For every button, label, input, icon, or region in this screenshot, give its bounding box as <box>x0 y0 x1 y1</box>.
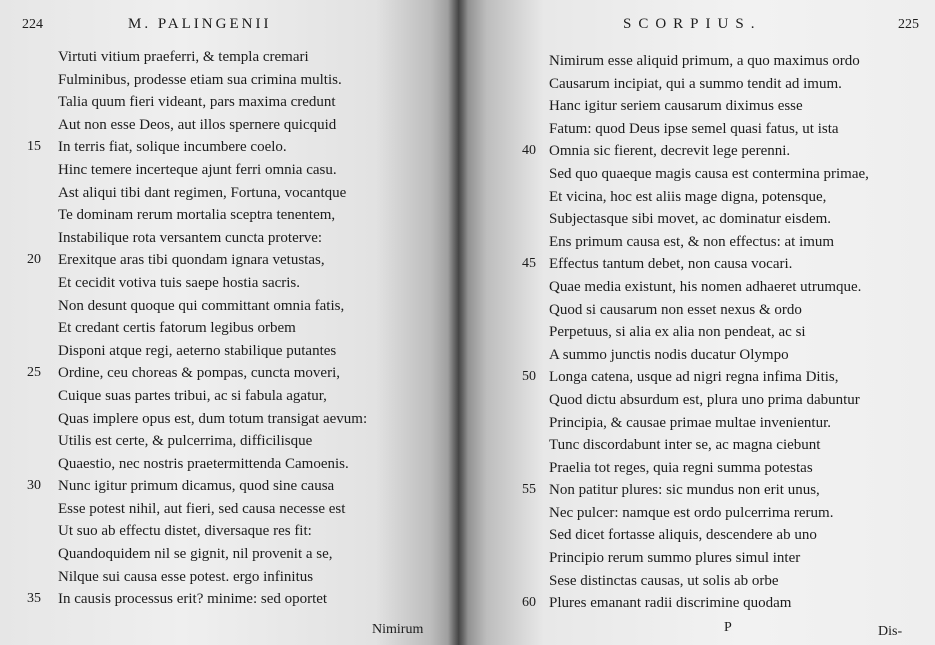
verse-line <box>549 299 869 322</box>
verse-line <box>522 253 869 276</box>
verse-line <box>549 50 869 73</box>
verse-line <box>549 276 869 299</box>
line-number: 45 <box>522 256 536 272</box>
verse-text: Hanc igitur seriem causarum diximus esse <box>549 98 803 115</box>
right-catchword: Dis- <box>878 624 903 639</box>
verse-line <box>549 570 869 593</box>
verse-line <box>549 186 869 209</box>
line-number: 55 <box>522 482 536 498</box>
right-verse-block <box>522 50 869 615</box>
verse-line <box>549 73 869 96</box>
verse-text: Ens primum causa est, & non effectus: at imum <box>549 233 835 250</box>
verse-line <box>549 457 869 480</box>
verse-text: Subjectasque sibi movet, ac dominatur eisdem. <box>549 211 832 228</box>
verse-line <box>549 412 869 435</box>
verse-text: Ordine, ceu choreas & pompas, cuncta moveri, <box>58 365 340 382</box>
verse-text: Fulminibus, prodesse etiam sua crimina multis. <box>58 71 342 88</box>
verse-text: Quod si causarum non esset nexus & ordo <box>549 301 802 318</box>
right-page <box>458 0 935 645</box>
verse-line <box>27 475 367 498</box>
verse-text: Instabilique rota versantem cuncta proterve: <box>58 229 323 246</box>
line-number: 15 <box>27 139 41 155</box>
line-number: 25 <box>27 365 41 381</box>
verse-line <box>58 408 367 431</box>
verse-line <box>58 204 367 227</box>
verse-text: Utilis est certe, & pulcerrima, difficilisque <box>58 433 313 450</box>
right-running-head: SCORPIUS. <box>623 16 762 32</box>
verse-text: Nunc igitur primum dicamus, quod sine causa <box>58 478 335 495</box>
verse-text: Sed quo quaeque magis causa est contermina primae, <box>549 165 869 182</box>
book-gutter <box>448 0 468 645</box>
verse-text: Plures emanant radii discrimine quodam <box>549 595 792 612</box>
verse-text: Ast aliqui tibi dant regimen, Fortuna, vocantque <box>58 184 347 201</box>
verse-text: Virtuti vitium praeferri, & templa cremari <box>58 49 309 65</box>
verse-text: Aut non esse Deos, aut illos spernere quicquid <box>58 116 337 133</box>
verse-line <box>549 118 869 141</box>
verse-text: Omnia sic fierent, decrevit lege perenni. <box>549 143 791 160</box>
verse-line <box>549 434 869 457</box>
verse-line <box>27 249 367 272</box>
verse-line <box>549 95 869 118</box>
verse-text: Longa catena, usque ad nigri regna infima Ditis, <box>549 369 839 386</box>
verse-text: Nilque sui causa esse potest. ergo infinitus <box>58 568 314 585</box>
verse-text: Cuique suas partes tribui, ac si fabula agatur, <box>58 387 327 404</box>
verse-line <box>58 317 367 340</box>
verse-line <box>58 295 367 318</box>
verse-line <box>549 524 869 547</box>
verse-text: Quae media existunt, his nomen adhaeret utrumque. <box>549 278 862 295</box>
verse-text: Sed dicet fortasse aliquis, descendere ab uno <box>549 527 817 544</box>
verse-line <box>58 159 367 182</box>
verse-line <box>58 520 367 543</box>
line-number: 30 <box>27 478 41 494</box>
verse-text: Te dominam rerum mortalia sceptra tenentem, <box>58 207 336 224</box>
verse-text: Tunc discordabunt inter se, ac magna ciebunt <box>549 437 821 454</box>
verse-line <box>58 69 367 92</box>
line-number: 60 <box>522 595 536 611</box>
left-verse-block <box>27 46 368 611</box>
verse-text: In terris fiat, solique incumbere coelo. <box>58 139 287 156</box>
verse-text: Effectus tantum debet, non causa vocari. <box>549 256 793 273</box>
right-page-number: 225 <box>898 17 919 32</box>
verse-line <box>58 453 367 476</box>
verse-text: Quod dictu absurdum est, plura uno prima dabuntur <box>549 391 860 408</box>
verse-line <box>522 366 869 389</box>
verse-line <box>549 163 869 186</box>
verse-line <box>27 136 367 159</box>
verse-text: Fatum: quod Deus ipse semel quasi fatus, ut ista <box>549 120 839 137</box>
left-page-number: 224 <box>22 17 43 32</box>
verse-line <box>58 340 367 363</box>
left-running-head: M. PALINGENII <box>128 16 272 32</box>
verse-text: Praelia tot reges, quia regni summa potestas <box>549 459 813 476</box>
verse-line <box>58 272 367 295</box>
verse-text: Nec pulcer: namque est ordo pulcerrima rerum. <box>549 504 834 521</box>
verse-line <box>58 114 367 137</box>
verse-text: Et credant certis fatorum legibus orbem <box>58 320 296 337</box>
verse-line <box>58 182 367 205</box>
verse-text: Erexitque aras tibi quondam ignara vetustas, <box>58 252 325 269</box>
verse-text: Esse potest nihil, aut fieri, sed causa necesse est <box>58 500 346 517</box>
line-number: 20 <box>27 252 41 268</box>
verse-line <box>58 227 367 250</box>
verse-text: Principio rerum summo plures simul inter <box>549 550 801 567</box>
verse-line <box>549 208 869 231</box>
verse-line <box>549 231 869 254</box>
verse-line <box>58 385 367 408</box>
verse-line <box>549 389 869 412</box>
verse-text: Quaestio, nec nostris praetermittenda Camoenis. <box>58 455 349 472</box>
verse-line <box>549 321 869 344</box>
verse-text: A summo junctis nodis ducatur Olympo <box>549 346 789 363</box>
verse-line <box>522 479 869 502</box>
verse-text: Causarum incipiat, qui a summo tendit ad imum. <box>549 75 842 92</box>
verse-text: Nimirum esse aliquid primum, a quo maximus ordo <box>549 53 860 69</box>
verse-text: Non patitur plures: sic mundus non erit unus, <box>549 482 820 499</box>
verse-line <box>58 566 367 589</box>
verse-line <box>549 344 869 367</box>
line-number: 40 <box>522 143 536 159</box>
left-catchword: Nimirum <box>372 622 424 637</box>
verse-text: Hinc temere incerteque ajunt ferri omnia casu. <box>58 161 337 178</box>
verse-text: Quandoquidem nil se gignit, nil provenit a se, <box>58 546 333 563</box>
verse-line <box>549 547 869 570</box>
verse-line <box>58 46 367 69</box>
left-page <box>0 0 458 645</box>
verse-text: Et cecidit votiva tuis saepe hostia sacris. <box>58 274 301 291</box>
verse-line <box>58 430 367 453</box>
verse-line <box>522 592 869 615</box>
verse-text: Sese distinctas causas, ut solis ab orbe <box>549 572 779 589</box>
verse-line <box>549 502 869 525</box>
verse-text: Ut suo ab effectu distet, diversaque res fit: <box>58 523 312 540</box>
verse-text: Disponi atque regi, aeterno stabilique putantes <box>58 342 337 359</box>
verse-text: Quas implere opus est, dum totum transigat aevum: <box>58 410 368 427</box>
verse-line <box>27 588 367 611</box>
verse-line <box>27 362 367 385</box>
verse-text: Principia, & causae primae multae invenientur. <box>549 414 831 431</box>
verse-line <box>522 140 869 163</box>
verse-line <box>58 498 367 521</box>
verse-text: Et vicina, hoc est aliis mage digna, potensque, <box>549 188 827 205</box>
verse-line <box>58 91 367 114</box>
line-number: 35 <box>27 591 41 607</box>
verse-text: In causis processus erit? minime: sed oportet <box>58 591 328 608</box>
verse-text: Perpetuus, si alia ex alia non pendeat, ac si <box>549 324 806 341</box>
verse-line <box>58 543 367 566</box>
signature-mark: P <box>724 620 732 635</box>
verse-text: Talia quum fieri videant, pars maxima credunt <box>58 94 336 111</box>
line-number: 50 <box>522 369 536 385</box>
verse-text: Non desunt quoque qui committant omnia fatis, <box>58 297 345 314</box>
